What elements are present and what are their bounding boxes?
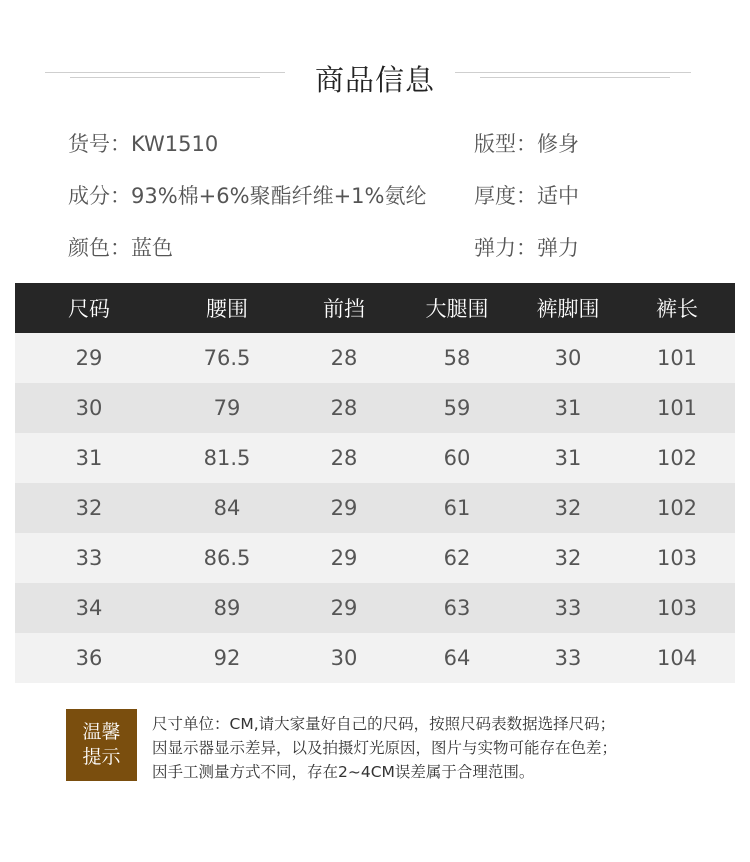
warm-tip-label-line2: 提示 <box>82 746 121 768</box>
column-header-thigh: 大腿围 <box>397 283 517 333</box>
table-row <box>15 433 735 483</box>
table-cell: 32 <box>517 533 619 583</box>
table-cell: 29 <box>291 583 397 633</box>
table-cell: 30 <box>517 333 619 383</box>
table-cell: 62 <box>397 533 517 583</box>
table-cell: 31 <box>15 433 163 483</box>
table-cell: 29 <box>291 483 397 533</box>
column-header-size: 尺码 <box>15 283 163 333</box>
info-item-color: 颜色：蓝色 <box>68 236 173 260</box>
table-cell: 63 <box>397 583 517 633</box>
table-cell: 86.5 <box>163 533 291 583</box>
table-cell: 76.5 <box>163 333 291 383</box>
table-cell: 92 <box>163 633 291 683</box>
table-cell: 102 <box>619 433 735 483</box>
table-cell: 64 <box>397 633 517 683</box>
table-cell: 79 <box>163 383 291 433</box>
note-line: 因手工测量方式不同，存在2~4CM误差属于合理范围。 <box>152 763 535 781</box>
info-row <box>0 170 750 222</box>
table-cell: 28 <box>291 433 397 483</box>
warm-tip-badge <box>66 709 137 781</box>
size-table <box>15 283 735 683</box>
table-cell: 34 <box>15 583 163 633</box>
table-row <box>15 383 735 433</box>
table-header-row <box>15 283 735 333</box>
table-cell: 32 <box>15 483 163 533</box>
table-row <box>15 583 735 633</box>
info-item-fit: 版型：修身 <box>474 132 579 156</box>
table-row <box>15 633 735 683</box>
table-cell: 101 <box>619 333 735 383</box>
table-cell: 59 <box>397 383 517 433</box>
table-cell: 103 <box>619 583 735 633</box>
note-line: 尺寸单位：CM,请大家量好自己的尺码，按照尺码表数据选择尺码； <box>152 715 616 733</box>
table-cell: 31 <box>517 433 619 483</box>
warm-tip-label-line1: 温馨 <box>82 721 121 743</box>
info-item-material: 成分：93%棉+6%聚酯纤维+1%氨纶 <box>68 184 427 208</box>
table-cell: 104 <box>619 633 735 683</box>
info-item-sku: 货号：KW1510 <box>68 132 219 156</box>
table-cell: 84 <box>163 483 291 533</box>
table-cell: 103 <box>619 533 735 583</box>
warm-tip-notes <box>152 712 617 784</box>
table-cell: 30 <box>291 633 397 683</box>
note-line: 因显示器显示差异，以及拍摄灯光原因，图片与实物可能存在色差； <box>152 739 618 757</box>
table-row <box>15 333 735 383</box>
table-cell: 32 <box>517 483 619 533</box>
section-title-row <box>0 52 750 102</box>
table-cell: 58 <box>397 333 517 383</box>
table-cell: 36 <box>15 633 163 683</box>
table-cell: 29 <box>291 533 397 583</box>
info-item-elasticity: 弹力：弹力 <box>474 236 579 260</box>
table-cell: 89 <box>163 583 291 633</box>
info-row <box>0 118 750 170</box>
title-deco-line-right-top <box>455 72 691 73</box>
table-cell: 101 <box>619 383 735 433</box>
table-cell: 60 <box>397 433 517 483</box>
table-cell: 33 <box>517 633 619 683</box>
table-cell: 28 <box>291 333 397 383</box>
table-cell: 28 <box>291 383 397 433</box>
title-deco-line-right-bottom <box>480 77 670 78</box>
column-header-waist: 腰围 <box>163 283 291 333</box>
column-header-leg-opening: 裤脚围 <box>517 283 619 333</box>
column-header-length: 裤长 <box>619 283 735 333</box>
table-row <box>15 533 735 583</box>
table-cell: 102 <box>619 483 735 533</box>
table-cell: 33 <box>15 533 163 583</box>
table-cell: 81.5 <box>163 433 291 483</box>
table-cell: 30 <box>15 383 163 433</box>
info-row <box>0 222 750 274</box>
table-cell: 31 <box>517 383 619 433</box>
table-row <box>15 483 735 533</box>
column-header-front-rise: 前挡 <box>291 283 397 333</box>
info-item-thickness: 厚度：适中 <box>474 184 579 208</box>
product-info <box>0 118 750 274</box>
table-cell: 29 <box>15 333 163 383</box>
table-cell: 33 <box>517 583 619 633</box>
table-cell: 61 <box>397 483 517 533</box>
page-title: 商品信息 <box>314 63 435 97</box>
